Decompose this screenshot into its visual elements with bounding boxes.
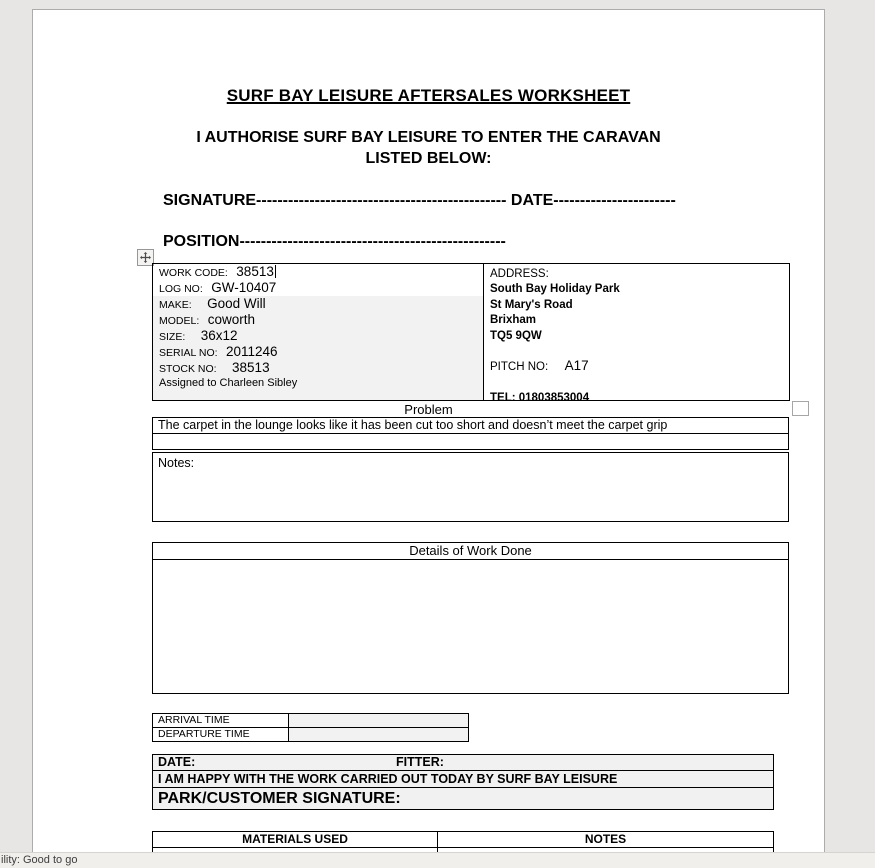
address-spacer-2 <box>490 375 789 391</box>
problem-section-heading: Problem <box>404 402 453 417</box>
size-row <box>153 328 483 344</box>
departure-time-label: DEPARTURE TIME <box>153 728 289 741</box>
make-label: MAKE: <box>159 299 192 311</box>
accessibility-status[interactable]: ility: Good to go <box>1 854 78 866</box>
arrival-time-row <box>153 714 468 727</box>
authorisation-heading <box>33 127 824 169</box>
authorisation-line1: I AUTHORISE SURF BAY LEISURE TO ENTER THE CARAVAN <box>196 129 661 146</box>
fitter-label: FITTER: <box>396 755 444 769</box>
problem-empty-cell[interactable] <box>153 433 788 449</box>
status-bar <box>0 852 875 868</box>
shaded-details-block <box>153 296 483 400</box>
pitch-no-row <box>490 358 789 375</box>
address-spacer <box>490 344 789 358</box>
assigned-note: Assigned to Charleen Sibley <box>159 377 298 389</box>
arrival-time-label: ARRIVAL TIME <box>153 714 289 727</box>
stock-no-row <box>153 360 483 376</box>
model-value: coworth <box>207 312 255 327</box>
problem-table <box>152 417 789 450</box>
customer-signature-row[interactable]: PARK/CUSTOMER SIGNATURE: <box>153 787 773 809</box>
signature-date-line: SIGNATURE----------------------------------------------- DATE----------------------- <box>163 192 676 209</box>
pitch-no-label: PITCH NO: <box>490 361 549 373</box>
times-table <box>152 713 469 742</box>
caravan-info-table <box>152 263 790 404</box>
notes-cell[interactable] <box>152 452 789 522</box>
work-code-label: WORK CODE: <box>159 267 228 279</box>
authorisation-line2: LISTED BELOW: <box>365 150 492 167</box>
log-no-value: GW-10407 <box>211 280 277 295</box>
position-line: POSITION-------------------------------------------------- <box>163 233 506 250</box>
stock-no-value: 38513 <box>232 360 270 375</box>
arrival-time-field[interactable] <box>289 714 468 727</box>
departure-time-field[interactable] <box>289 728 468 741</box>
caravan-details-cell[interactable] <box>153 264 484 400</box>
serial-no-row <box>153 344 483 360</box>
document-page[interactable] <box>32 9 825 853</box>
materials-header-row <box>153 832 773 848</box>
materials-used-heading: MATERIALS USED <box>153 832 438 847</box>
notes-label: Notes: <box>158 456 195 470</box>
address-line-1: South Bay Holiday Park <box>490 283 620 295</box>
work-done-entry-area[interactable] <box>153 560 788 690</box>
page-title: SURF BAY LEISURE AFTERSALES WORKSHEET <box>226 86 631 105</box>
problem-description-cell[interactable]: The carpet in the lounge looks like it has been cut too short and doesn’t meet the carpet grip <box>158 418 668 432</box>
size-label: SIZE: <box>159 331 186 343</box>
work-code-value: 38513 <box>236 264 274 279</box>
address-line-3: Brixham <box>490 314 537 326</box>
date-label: DATE: <box>158 755 196 769</box>
four-way-arrow-icon <box>140 252 151 263</box>
text-cursor <box>275 265 277 278</box>
stock-no-label: STOCK NO: <box>159 363 217 375</box>
date-fitter-row[interactable] <box>153 755 773 770</box>
address-line-2: St Mary's Road <box>490 298 573 311</box>
log-no-row <box>153 280 483 296</box>
materials-table <box>152 831 774 853</box>
model-row <box>153 312 483 328</box>
serial-no-label: SERIAL NO: <box>159 347 218 359</box>
log-no-label: LOG NO: <box>159 283 203 295</box>
serial-no-value: 2011246 <box>226 344 278 359</box>
materials-notes-heading: NOTES <box>584 832 627 846</box>
address-line-4: TQ5 9QW <box>490 329 542 342</box>
telephone-line: TEL: 01803853004 <box>490 392 590 404</box>
happy-statement-row: I AM HAPPY WITH THE WORK CARRIED OUT TODAY BY SURF BAY LEISURE <box>153 770 773 787</box>
size-value: 36x12 <box>200 328 238 343</box>
signoff-table <box>152 754 774 810</box>
make-value: Good Will <box>207 296 266 311</box>
object-anchor-handle[interactable] <box>792 401 809 416</box>
pitch-no-value: A17 <box>564 358 589 373</box>
model-label: MODEL: <box>159 315 200 327</box>
work-done-table <box>152 542 789 694</box>
work-done-heading: Details of Work Done <box>153 543 788 560</box>
make-row <box>153 296 483 312</box>
work-code-row <box>153 264 483 280</box>
departure-time-row <box>153 727 468 741</box>
address-label: ADDRESS: <box>490 268 549 280</box>
address-cell[interactable] <box>484 264 789 404</box>
